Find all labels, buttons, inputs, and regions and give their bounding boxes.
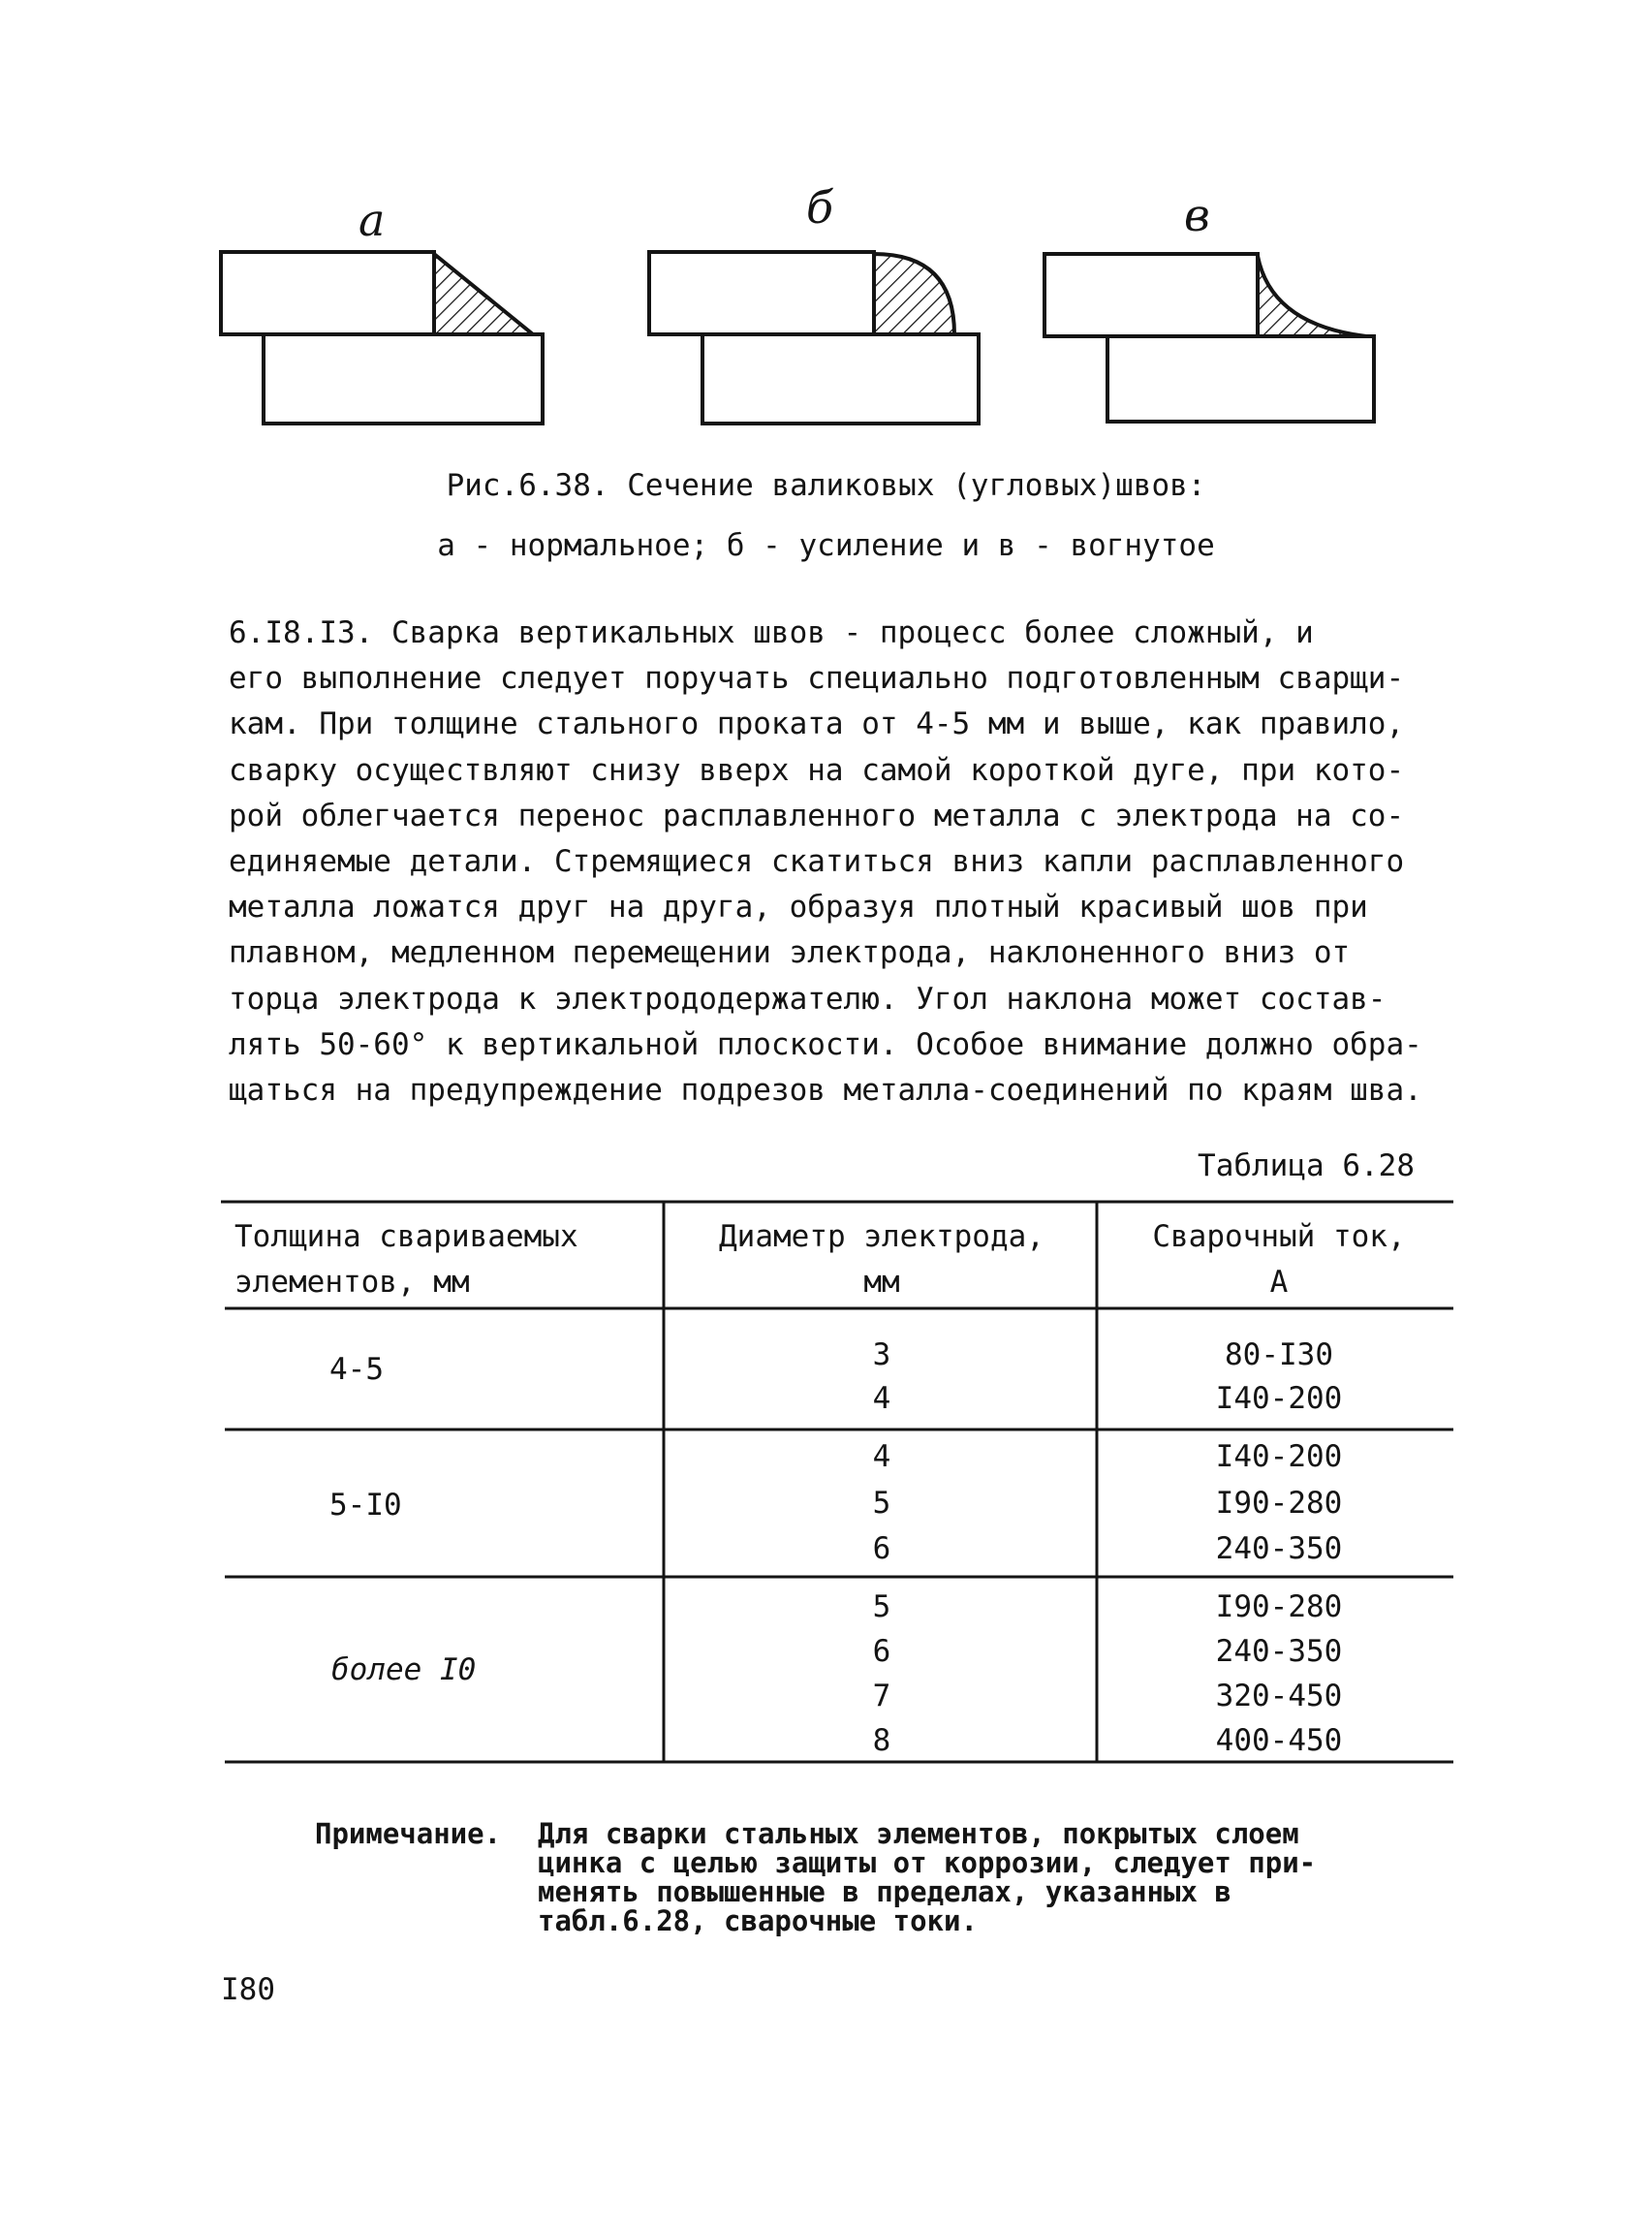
header-thickness-line1: Толщина свариваемых (234, 1219, 578, 1254)
current-cell: 240-350 (1215, 1531, 1343, 1566)
current-cell: I90-280 (1215, 1486, 1343, 1521)
paragraph-line: единяемые детали. Стремящиеся скатиться вниз капли расплавленного (229, 843, 1405, 879)
header-current-line1: Сварочный ток, (1152, 1219, 1406, 1254)
diameter-cell: 5 (872, 1589, 891, 1624)
paragraph-line: металла ложатся друг на друга, образуя плотный красивый шов при (229, 890, 1368, 926)
diameter-cell: 4 (872, 1439, 891, 1474)
figure-caption-line1: Рис.6.38. Сечение валиковых (угловых)швов: (446, 468, 1206, 503)
note-line: менять повышенные в пределах, указанных в (538, 1875, 1231, 1908)
diameter-cell: 7 (872, 1679, 891, 1713)
note-line: цинка с целью защиты от коррозии, следует при- (538, 1846, 1317, 1879)
note-line: табл.6.28, сварочные токи. (538, 1904, 978, 1937)
paragraph-line: сварку осуществляют снизу вверх на самой короткой дуге, при кото- (229, 752, 1405, 788)
current-cell: I40-200 (1215, 1439, 1343, 1474)
diameter-cell: 6 (872, 1531, 891, 1566)
thickness-cell: 4-5 (329, 1352, 384, 1387)
diameter-cell: 8 (872, 1723, 891, 1758)
diameter-cell: 4 (872, 1381, 891, 1416)
paragraph-line: лять 50-60° к вертикальной плоскости. Особое внимание должно обра- (229, 1026, 1422, 1062)
header-diameter-line1: Диаметр электрода, (719, 1219, 1044, 1254)
paragraph-line: торца электрода к электрододержателю. Угол наклона может состав- (229, 981, 1387, 1017)
paragraph-line: плавном, медленном перемещении электрода, наклоненного вниз от (229, 935, 1351, 971)
current-cell: I90-280 (1215, 1589, 1343, 1624)
current-cell: I40-200 (1215, 1381, 1343, 1416)
current-cell: 320-450 (1215, 1679, 1343, 1713)
figure-caption-line2: а - нормальное; б - усиление и в - вогнутое (437, 528, 1215, 563)
current-cell: 80-I30 (1225, 1337, 1333, 1372)
thickness-cell: 5-I0 (329, 1488, 402, 1523)
page-number: I80 (221, 1972, 275, 2007)
figure-label-a: а (358, 194, 386, 246)
figure-label-b: б (806, 181, 834, 234)
paragraph-line: 6.I8.I3. Сварка вертикальных швов - процесс более сложный, и (229, 615, 1314, 650)
paragraph-line: его выполнение следует поручать специально подготовленным сварщи- (229, 661, 1405, 697)
header-thickness-line2: элементов, мм (234, 1265, 470, 1300)
paragraph-line: рой облегчается перенос расплавленного металла с электрода на со- (229, 798, 1405, 833)
paragraph-line: кам. При толщине стального проката от 4-5 мм и выше, как правило, (229, 707, 1405, 742)
diameter-cell: 6 (872, 1634, 891, 1669)
header-diameter-line2: мм (863, 1265, 900, 1300)
current-cell: 400-450 (1215, 1723, 1343, 1758)
diameter-cell: 3 (872, 1337, 891, 1372)
note-label: Примечание. (315, 1817, 502, 1850)
header-current-line2: А (1269, 1265, 1289, 1300)
current-cell: 240-350 (1215, 1634, 1343, 1669)
note-line: Для сварки стальных элементов, покрытых слоем (538, 1817, 1299, 1850)
thickness-cell: более I0 (331, 1652, 477, 1687)
diameter-cell: 5 (872, 1486, 891, 1521)
table-title: Таблица 6.28 (1198, 1148, 1415, 1183)
figure-label-v: в (1184, 189, 1210, 241)
paragraph-line: щаться на предупреждение подрезов металла-соединений по краям шва. (229, 1072, 1422, 1108)
